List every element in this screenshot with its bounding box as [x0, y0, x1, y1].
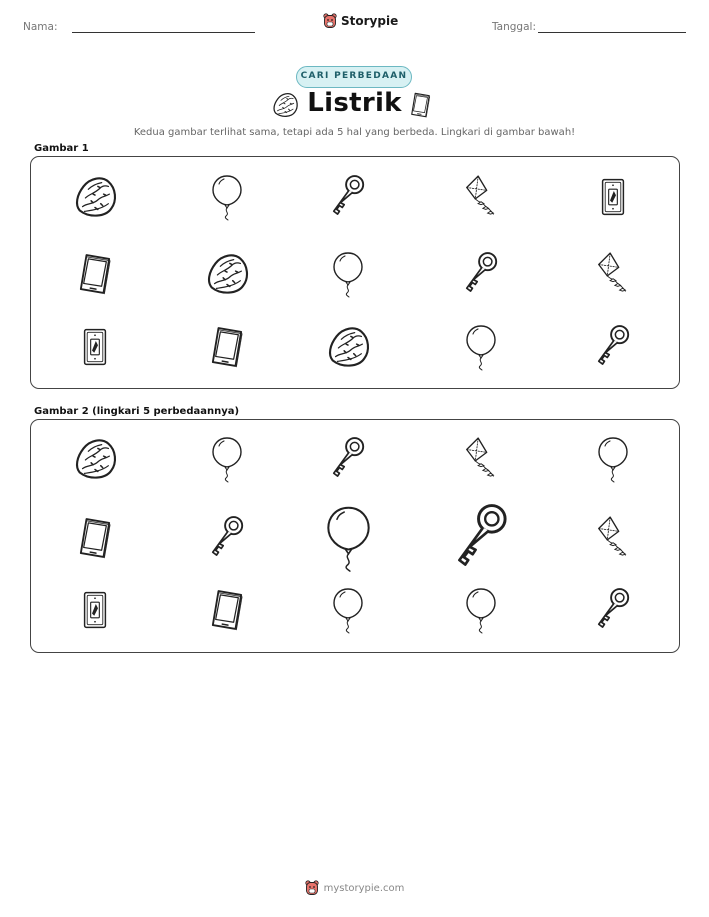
picture2-kite-r1c4	[462, 436, 500, 482]
kite-icon	[594, 251, 632, 297]
tablet-icon	[210, 587, 244, 633]
switch-icon	[82, 589, 108, 631]
stone-icon	[72, 174, 118, 220]
picture1-key-r2c4	[462, 249, 500, 299]
picture1-label: Gambar 1	[34, 143, 89, 154]
kite-icon	[594, 515, 632, 561]
tablet-icon	[78, 515, 112, 561]
picture2-balloon-r3c3	[331, 586, 365, 634]
balloon-icon	[210, 435, 244, 483]
key-icon	[452, 499, 511, 577]
key-icon	[329, 434, 367, 484]
picture2-balloon-r1c2	[210, 435, 244, 483]
tablet-icon	[410, 91, 431, 119]
brand-name: Storypie	[341, 14, 399, 28]
balloon-icon	[331, 586, 365, 634]
footer-url: mystorypie.com	[323, 882, 405, 894]
bear-mascot-icon	[305, 880, 319, 896]
balloon-icon	[464, 586, 498, 634]
picture2-tablet-r2c1	[78, 515, 112, 561]
balloon-icon	[210, 173, 244, 221]
kite-icon	[462, 174, 500, 220]
picture1-switch-r3c1	[82, 326, 108, 368]
picture2-switch-r3c1	[82, 589, 108, 631]
date-label: Tanggal:	[492, 21, 536, 33]
instructions: Kedua gambar terlihat sama, tetapi ada 5 hal yang berbeda. Lingkari di gambar bawah!	[133, 127, 576, 138]
title-tablet-icon	[410, 91, 431, 119]
picture1-balloon-r3c4	[464, 323, 498, 371]
picture2-label: Gambar 2 (lingkari 5 perbedaannya)	[34, 406, 240, 417]
balloon-icon	[324, 503, 373, 573]
picture2-key-r3c5	[594, 585, 632, 635]
bear-mascot-icon	[323, 13, 337, 29]
footer	[0, 880, 709, 896]
name-field-line[interactable]	[72, 32, 255, 33]
picture1-stone-r1c1	[72, 174, 118, 220]
picture2-stone-r1c1	[72, 436, 118, 482]
name-label: Nama:	[23, 21, 58, 33]
picture1-key-r3c5	[594, 322, 632, 372]
picture2-key-r2c2	[208, 513, 246, 563]
picture2-key-r1c3	[329, 434, 367, 484]
activity-badge: CARI PERBEDAAN	[296, 66, 412, 88]
picture1-kite-r1c4	[462, 174, 500, 220]
key-icon	[594, 322, 632, 372]
page-title: Listrik	[307, 88, 402, 118]
title-stone-icon	[271, 91, 299, 119]
balloon-icon	[464, 323, 498, 371]
kite-icon	[462, 436, 500, 482]
picture1-balloon-r2c3	[331, 250, 365, 298]
picture1-balloon-r1c2	[210, 173, 244, 221]
picture2-tablet-r3c2	[210, 587, 244, 633]
switch-icon	[600, 176, 626, 218]
stone-icon	[204, 251, 250, 297]
tablet-icon	[78, 251, 112, 297]
picture2-balloon-r3c4	[464, 586, 498, 634]
picture1-stone-r3c3	[325, 324, 371, 370]
brand-logo	[323, 13, 398, 29]
key-icon	[329, 172, 367, 222]
picture1-tablet-r3c2	[210, 324, 244, 370]
switch-icon	[82, 326, 108, 368]
picture1-kite-r2c5	[594, 251, 632, 297]
picture1-key-r1c3	[329, 172, 367, 222]
picture2-kite-r2c5	[594, 515, 632, 561]
picture1-stone-r2c2	[204, 251, 250, 297]
stone-icon	[271, 91, 299, 119]
key-icon	[208, 513, 246, 563]
key-icon	[462, 249, 500, 299]
picture2-key-r2c4	[452, 499, 511, 577]
stone-icon	[325, 324, 371, 370]
picture2-balloon-r2c3	[324, 503, 373, 573]
stone-icon	[72, 436, 118, 482]
balloon-icon	[596, 435, 630, 483]
date-field-line[interactable]	[538, 32, 686, 33]
picture2-balloon-r1c5	[596, 435, 630, 483]
balloon-icon	[331, 250, 365, 298]
key-icon	[594, 585, 632, 635]
picture1-switch-r1c5	[600, 176, 626, 218]
tablet-icon	[210, 324, 244, 370]
picture1-tablet-r2c1	[78, 251, 112, 297]
